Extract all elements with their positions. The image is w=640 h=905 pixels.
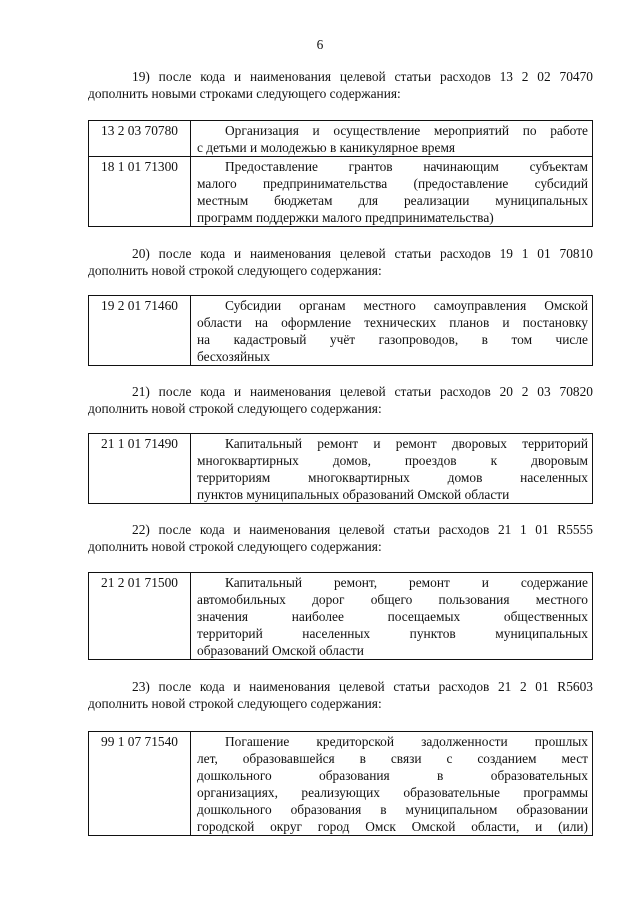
section-19-table [88, 120, 593, 227]
description-line: Капитальный ремонт, ремонт и содержание [225, 575, 588, 590]
intro-line: 20) после кода и наименования целевой статьи расходов 19 1 01 70810 [132, 246, 593, 261]
target-code: 99 1 07 71540 [89, 732, 191, 836]
table-row [89, 434, 593, 504]
description-line: территориям многоквартирных домов населенных [197, 470, 588, 485]
section-22-table [88, 572, 593, 660]
description-line: образований Омской области [197, 643, 364, 658]
description-line: автомобильных дорог общего пользования местного [197, 592, 588, 607]
intro-line: дополнить новой строкой следующего содержания: [88, 696, 382, 711]
description-line: Организация и осуществление мероприятий по работе [225, 123, 588, 138]
intro-line: дополнить новой строкой следующего содержания: [88, 539, 382, 554]
intro-line: 21) после кода и наименования целевой статьи расходов 20 2 03 70820 [132, 384, 593, 399]
description-line: Капитальный ремонт и ремонт дворовых территорий [225, 436, 588, 451]
page-number: 6 [316, 37, 324, 52]
description-line: дошкольного образования в муниципальном образовании [197, 802, 588, 817]
target-code: 18 1 01 71300 [89, 157, 191, 227]
description-line: на кадастровый учёт газопроводов, в том числе [197, 332, 588, 347]
description-line: организациях, реализующих образовательные программы [197, 785, 588, 800]
target-code: 21 1 01 71490 [89, 434, 191, 504]
target-description [191, 434, 593, 504]
description-line: городской округ город Омск Омской области, и (или) [197, 819, 588, 834]
intro-line: 22) после кода и наименования целевой статьи расходов 21 1 01 R5555 [132, 522, 593, 537]
intro-line: 23) после кода и наименования целевой статьи расходов 21 2 01 R5603 [132, 679, 593, 694]
target-code: 21 2 01 71500 [89, 573, 191, 660]
description-line: бесхозяйных [197, 349, 271, 364]
intro-line: дополнить новой строкой следующего содержания: [88, 401, 382, 416]
intro-line: 19) после кода и наименования целевой статьи расходов 13 2 02 70470 [132, 69, 593, 84]
section-22-intro [88, 521, 593, 555]
target-description [191, 157, 593, 227]
section-19-intro [88, 68, 593, 102]
description-line: лет, образовавшейся в связи с созданием мест [197, 751, 588, 766]
target-code: 13 2 03 70780 [89, 121, 191, 157]
description-line: Погашение кредиторской задолженности прошлых [225, 734, 588, 749]
description-line: области на оформление технических планов и постановку [197, 315, 588, 330]
description-line: программ поддержки малого предпринимательства) [197, 210, 494, 225]
section-20-table [88, 295, 593, 366]
target-description [191, 573, 593, 660]
target-description [191, 296, 593, 366]
description-line: значения наиболее посещаемых общественных [197, 609, 588, 624]
table-row [89, 732, 593, 836]
description-line: Предоставление грантов начинающим субъектам [225, 159, 588, 174]
description-line: Субсидии органам местного самоуправления Омской [225, 298, 588, 313]
section-20-intro [88, 245, 593, 279]
target-description [191, 732, 593, 836]
section-23-table [88, 731, 593, 836]
description-line: многоквартирных домов, проездов к дворовым [197, 453, 588, 468]
description-line: территорий населенных пунктов муниципальных [197, 626, 588, 641]
table-row [89, 121, 593, 157]
target-code: 19 2 01 71460 [89, 296, 191, 366]
description-line: с детьми и молодежью в каникулярное время [197, 140, 456, 155]
description-line: дошкольного образования в образовательных [197, 768, 588, 783]
description-line: малого предпринимательства (предоставление субсидий [197, 176, 588, 191]
table-row [89, 573, 593, 660]
description-line: местным бюджетам для реализации муниципальных [197, 193, 588, 208]
section-21-table [88, 433, 593, 504]
description-line: пунктов муниципальных образований Омской области [197, 487, 510, 502]
intro-line: дополнить новой строкой следующего содержания: [88, 263, 382, 278]
target-description [191, 121, 593, 157]
table-row [89, 296, 593, 366]
intro-line: дополнить новыми строками следующего содержания: [88, 86, 401, 101]
table-row [89, 157, 593, 227]
section-21-intro [88, 383, 593, 417]
section-23-intro [88, 678, 593, 712]
